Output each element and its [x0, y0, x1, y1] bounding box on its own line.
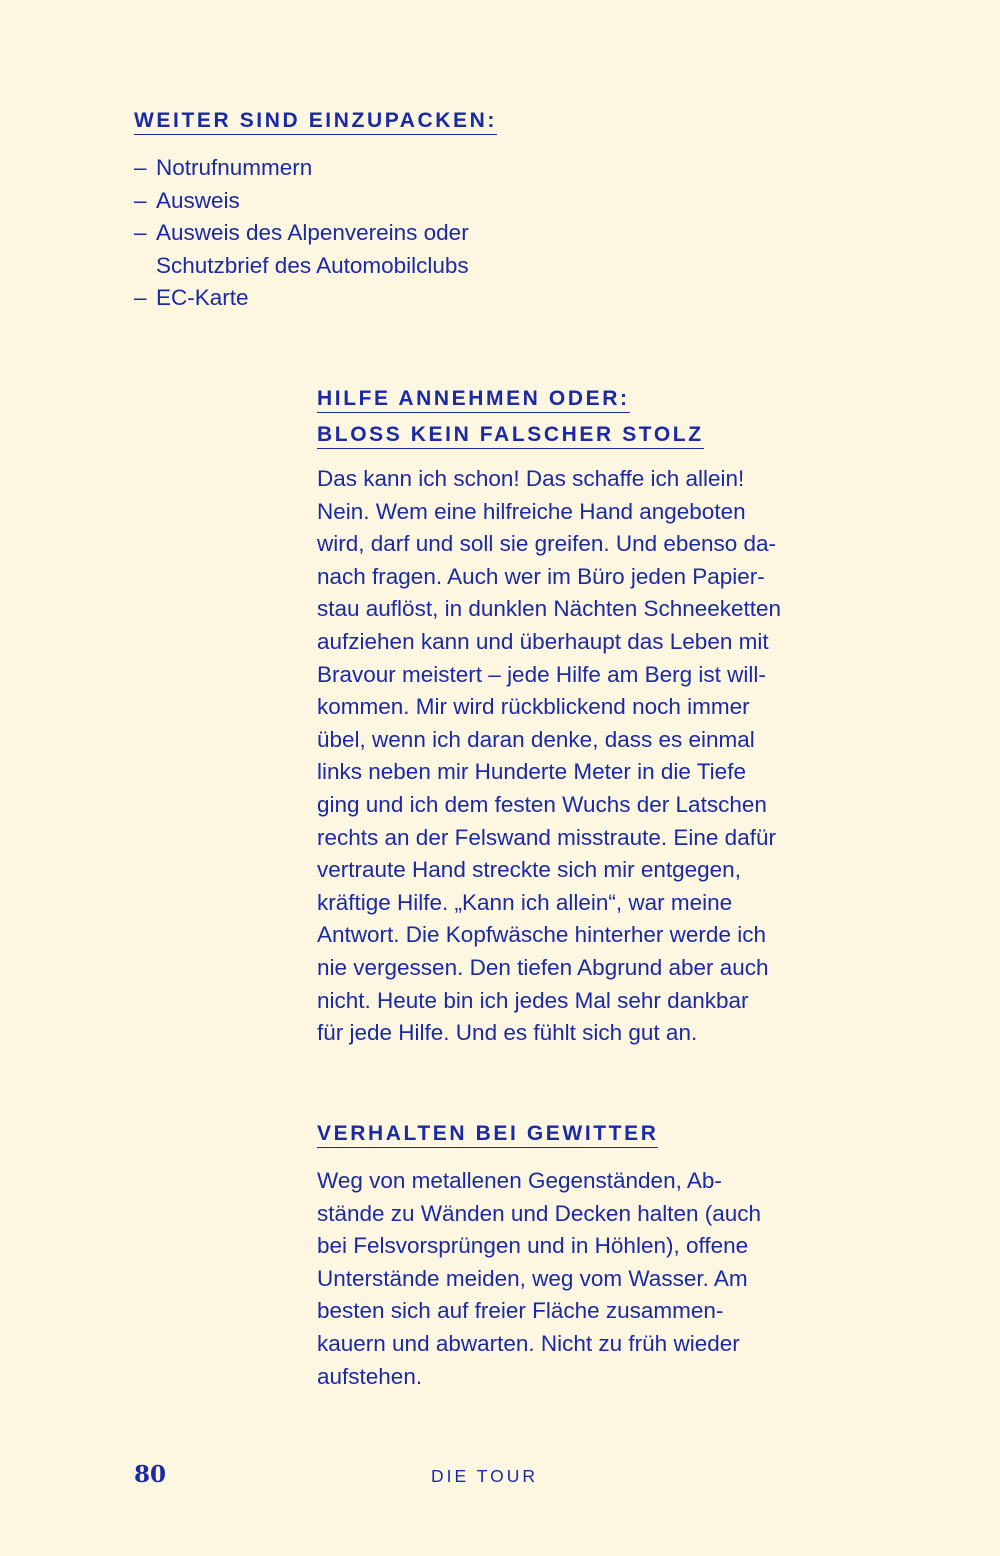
list-dash: – — [134, 220, 147, 246]
list-dash: – — [134, 155, 147, 180]
text-line: Bravour meistert – jede Hilfe am Berg ist will- — [317, 661, 766, 687]
text-line: Antwort. Die Kopfwäsche hinterher werde ich — [317, 922, 766, 948]
text-line: Weg von metallenen Gegenständen, Ab- — [317, 1168, 722, 1193]
text-line: Das kann ich schon! Das schaffe ich allein! — [317, 466, 745, 491]
text-line: nach fragen. Auch wer im Büro jeden Papier- — [317, 563, 765, 589]
text-line: ging und ich dem festen Wuchs der Latschen — [317, 791, 767, 817]
text-line: kauern und abwarten. Nicht zu früh wieder — [317, 1330, 740, 1356]
text-line: nie vergessen. Den tiefen Abgrund aber auch — [317, 954, 769, 980]
text-line: nicht. Heute bin ich jedes Mal sehr dankbar — [317, 987, 749, 1013]
storm-heading-text: VERHALTEN BEI GEWITTER — [317, 1120, 658, 1148]
list-item-text: Schutzbrief des Automobilclubs — [156, 252, 469, 278]
list-dash: – — [134, 187, 147, 213]
text-line: vertraute Hand streckte sich mir entgegen, — [317, 857, 741, 883]
text-line: besten sich auf freier Fläche zusammen- — [317, 1298, 724, 1324]
packing-heading-text: WEITER SIND EINZUPACKEN: — [134, 107, 497, 135]
text-line: aufziehen kann und überhaupt das Leben mit — [317, 628, 769, 654]
text-line: aufstehen. — [317, 1363, 423, 1389]
page-number: 80 — [134, 1461, 167, 1488]
text-line: stau auflöst, in dunklen Nächten Schneeketten — [317, 596, 782, 622]
list-item — [134, 152, 634, 185]
list-item-text: Ausweis des Alpenvereins oder — [156, 220, 469, 246]
list-item-text: Ausweis — [156, 187, 240, 213]
text-line: übel, wenn ich daran denke, dass es einmal — [317, 726, 755, 752]
text-line: links neben mir Hunderte Meter in die Tiefe — [317, 759, 746, 785]
list-item — [134, 185, 634, 218]
text-line: Nein. Wem eine hilfreiche Hand angeboten — [317, 498, 746, 524]
text-line: rechts an der Felswand misstraute. Eine dafür — [317, 824, 776, 850]
text-line: für jede Hilfe. Und es fühlt sich gut an. — [317, 1020, 698, 1046]
text-line: Unterstände meiden, weg vom Wasser. Am — [317, 1265, 748, 1291]
text-line: wird, darf und soll sie greifen. Und ebenso da- — [317, 531, 777, 557]
list-item — [134, 282, 634, 315]
list-item-text: Notrufnummern — [156, 155, 313, 180]
help-paragraph — [317, 463, 857, 1050]
list-dash: – — [134, 285, 147, 311]
list-item — [134, 217, 634, 282]
text-line: bei Felsvorsprüngen und in Höhlen), offene — [317, 1233, 749, 1259]
text-line: kommen. Mir wird rückblickend noch immer — [317, 694, 750, 720]
storm-paragraph — [317, 1165, 857, 1393]
text-line: stände zu Wänden und Decken halten (auch — [317, 1200, 762, 1226]
packing-list — [134, 152, 634, 315]
help-heading-line: BLOSS KEIN FALSCHER STOLZ — [317, 421, 704, 449]
storm-heading — [317, 1117, 658, 1153]
list-item-text: EC-Karte — [156, 285, 249, 311]
text-line: kräftige Hilfe. „Kann ich allein“, war meine — [317, 889, 733, 915]
help-heading-line: HILFE ANNEHMEN ODER: — [317, 385, 630, 413]
help-heading — [317, 382, 704, 454]
packing-heading — [134, 104, 497, 140]
running-footer-title: DIE TOUR — [431, 1466, 538, 1486]
